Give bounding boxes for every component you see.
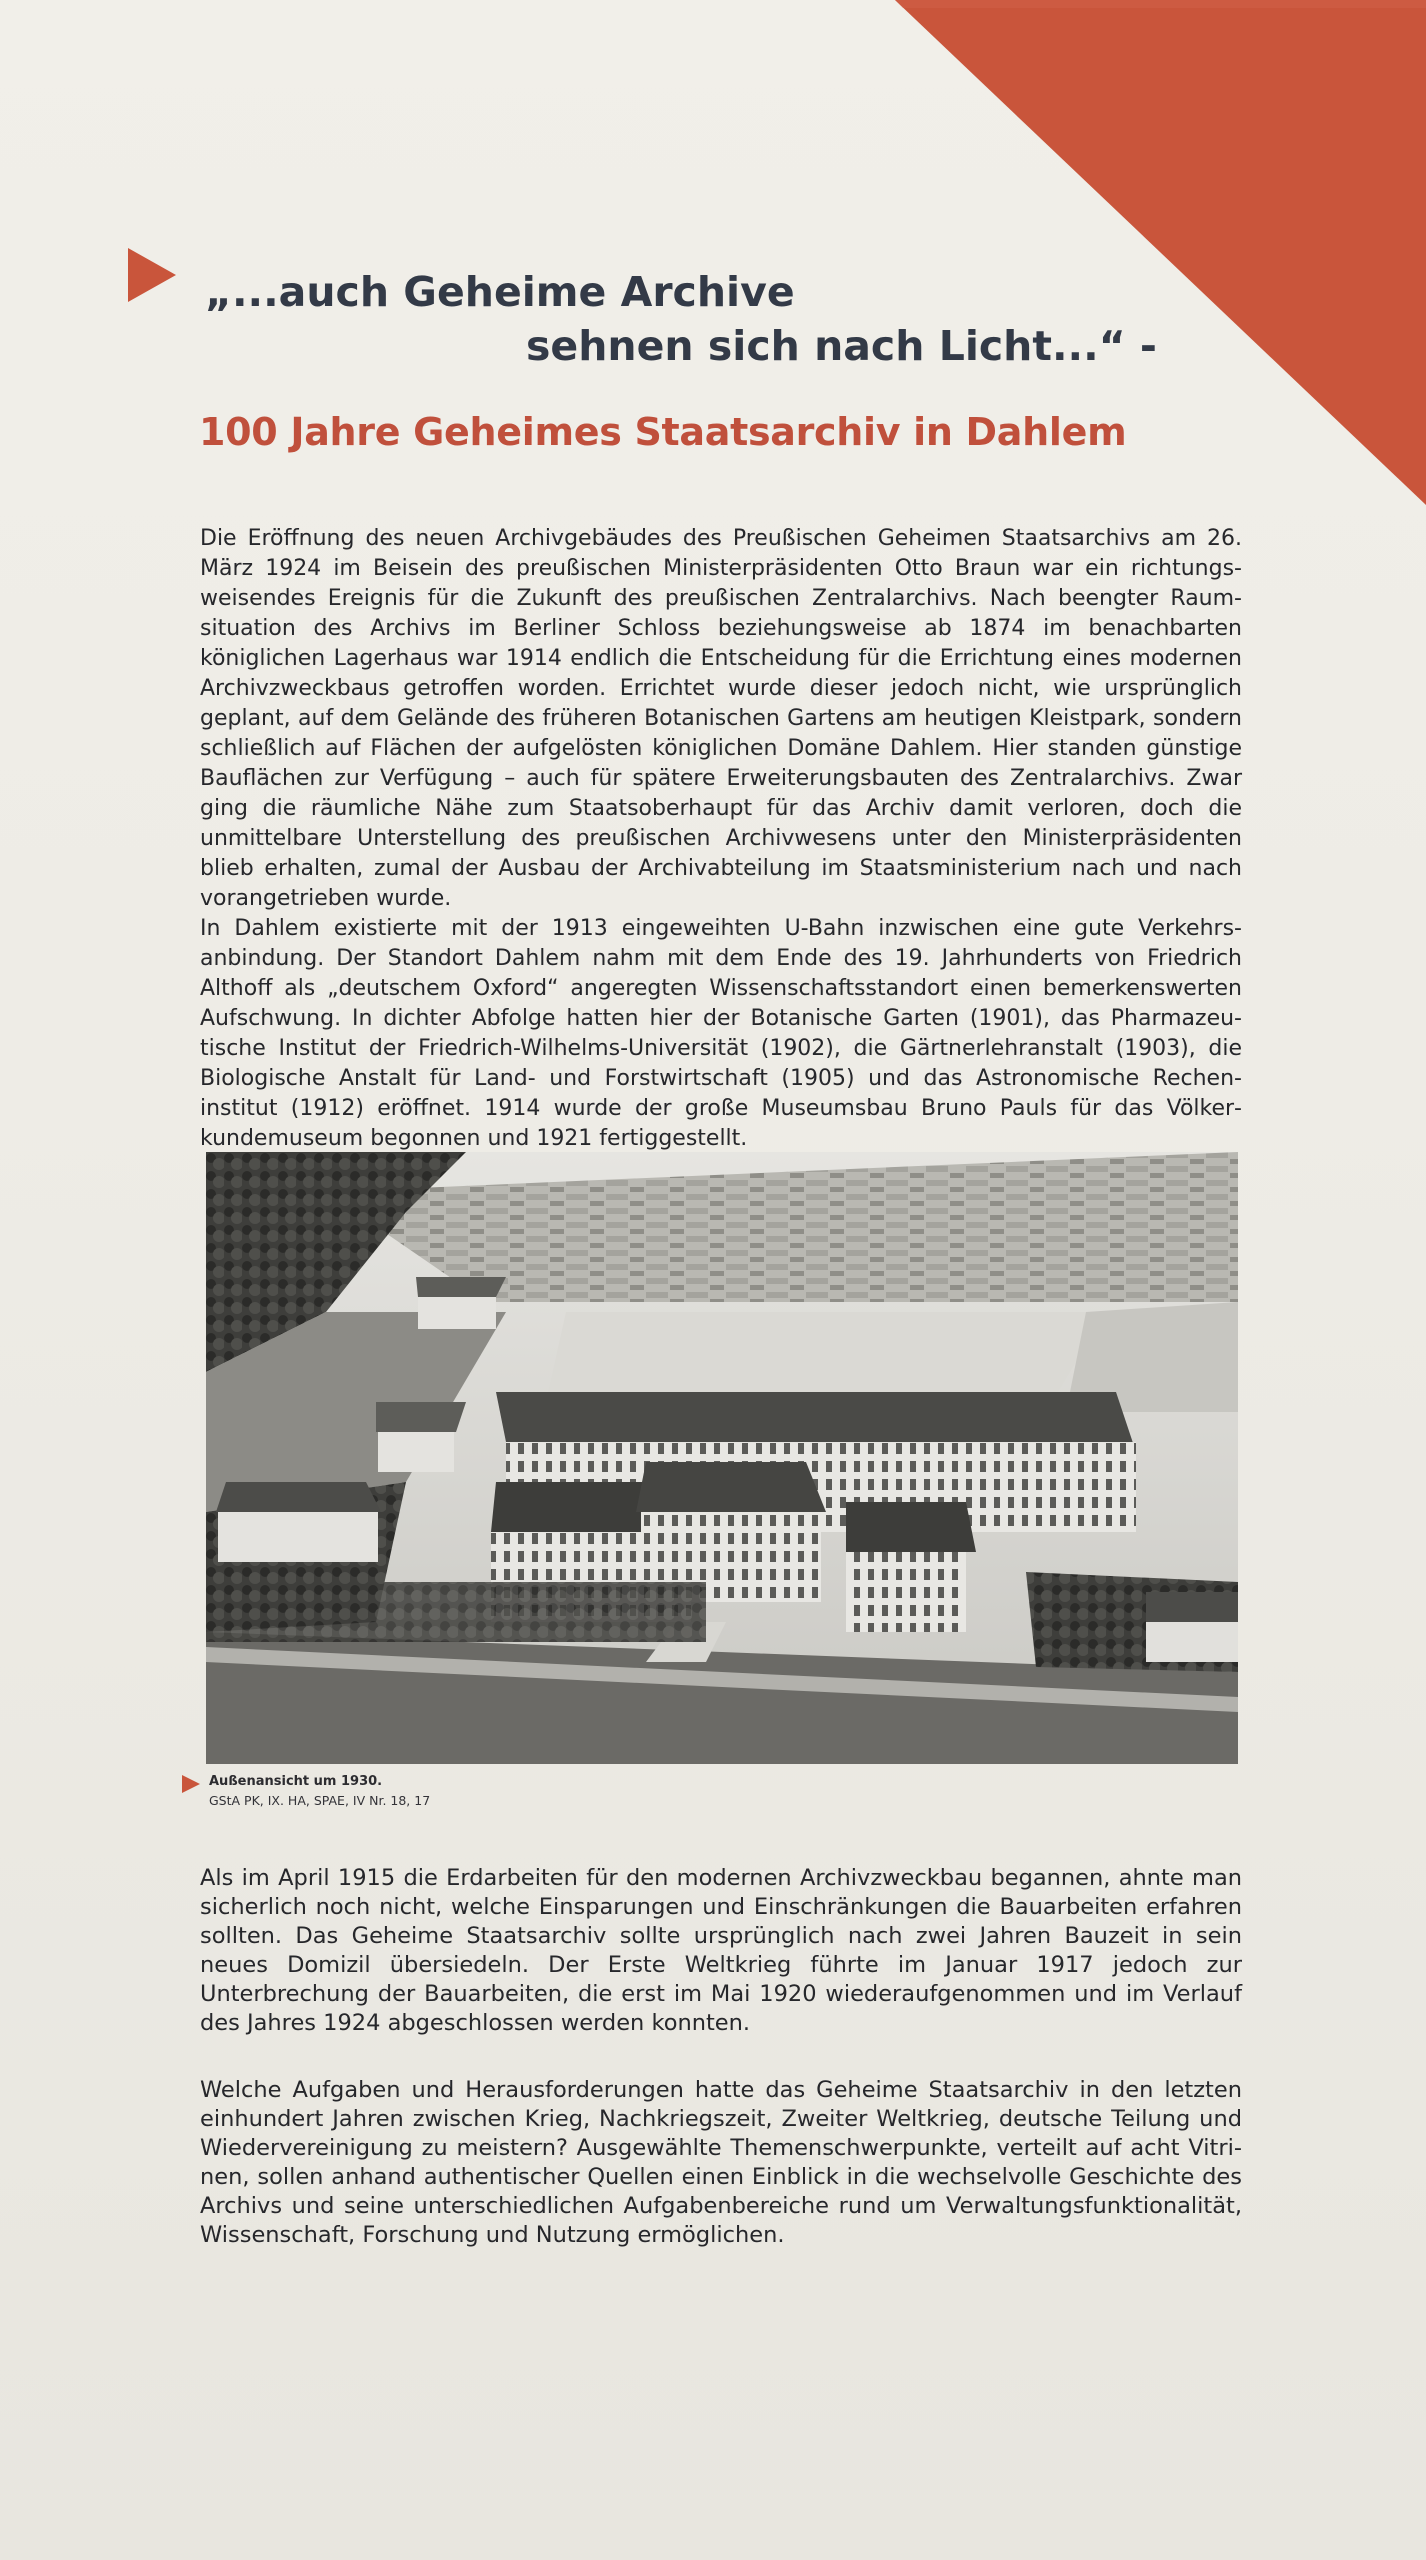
section-3-text [200, 2076, 1242, 2250]
section-2-text [200, 1864, 1242, 2038]
page-subtitle: 100 Jahre Geheimes Staatsarchiv in Dahlem [199, 410, 1127, 454]
triangle-right-icon [182, 1775, 200, 1793]
intro-paragraph-2: In Dahlem existierte mit der 1913 eingeweihten U-Bahn inzwischen eine gute Verkehrsanbindung. Der Standort Dahlem nahm mit dem Ende des 19. Jahrhunderts von Friedrich Althoff als „deutschem Oxford“ angeregten Wissenschaftsstandort einen bemerkenswerten Aufschwung. In dichter Abfolge hatten hier der Botanische Garten (1901), das Pharmazeutische Institut der Friedrich-Wilhelms-Universität (1902), die Gärtnerlehranstalt (1903), die Biologische Anstalt für Land- und Forstwirtschaft (1905) und das Astronomische Recheninstitut (1912) eröffnet. 1914 wurde der große Museumsbau Bruno Pauls für das Völkerkundemuseum begonnen und 1921 fertiggestellt. [200, 916, 1242, 1151]
photo-caption-title: Außenansicht um 1930. [209, 1774, 383, 1789]
intro-paragraph-1: Die Eröffnung des neuen Archivgebäudes des Preußischen Geheimen Staatsarchivs am 26. März 1924 im Beisein des preußischen Ministerpräsidenten Otto Braun war ein richtungsweisendes Ereignis für die Zukunft des preußischen Zentralarchivs. Nach beengter Raumsituation des Archivs im Berliner Schloss beziehungsweise ab 1874 im benachbarten königlichen Lagerhaus war 1914 endlich die Entscheidung für die Errichtung eines modernen Archivzweckbaus getroffen worden. Errichtet wurde dieser jedoch nicht, wie ursprünglich geplant, auf dem Gelände des früheren Botanischen Gartens am heutigen Kleistpark, sondern schließlich auf Flächen der aufgelösten königlichen Domäne Dahlem. Hier standen günstige Bauflächen zur Verfügung – auch für spätere Erweiterungsbauten des Zentralarchivs. Zwar ging die räumliche Nähe zum Staatsoberhaupt für das Archiv damit verloren, doch die unmittelbare Unterstellung des preußischen Archivwesens unter den Ministerpräsidenten blieb erhalten, zumal der Ausbau der Archivabteilung im Staatsministerium nach und nach vorangetrieben wurde. [200, 526, 1242, 911]
photo-caption-source: GStA PK, IX. HA, SPAE, IV Nr. 18, 17 [209, 1793, 431, 1808]
intro-text [200, 524, 1242, 1154]
section-2-paragraph: Als im April 1915 die Erdarbeiten für den modernen Archivzweckbau begannen, ahnte man sicherlich noch nicht, welche Einsparungen und Einschränkungen die Bauarbeiten erfahren sollten. Das Geheime Staatsarchiv sollte ursprünglich nach zwei Jahren Bauzeit in sein neues Domizil übersiedeln. Der Erste Weltkrieg führte im Januar 1917 jedoch zur Unterbrechung der Bauarbeiten, die erst im Mai 1920 wiederaufgenommen und im Verlauf des Jahres 1924 abgeschlossen werden konnten. [200, 1865, 1242, 2036]
title-line-2: sehnen sich nach Licht...“ - [526, 322, 1157, 370]
triangle-right-icon [128, 248, 176, 302]
archive-building-photo [206, 1152, 1238, 1764]
section-3-paragraph: Welche Aufgaben und Herausforderungen hatte das Geheime Staatsarchiv in den letzten einhundert Jahren zwischen Krieg, Nachkriegszeit, Zweiter Weltkrieg, deutsche Teilung und Wiedervereinigung zu meistern? Ausgewählte Themenschwerpunkte, verteilt auf acht Vitrinen, sollen anhand authentischer Quellen einen Einblick in die wechselvolle Geschichte des Archivs und seine unterschiedlichen Aufgabenbereiche rund um Verwaltungsfunktionalität, Wissenschaft, Forschung und Nutzung ermöglichen. [200, 2077, 1242, 2248]
title-line-1: „...auch Geheime Archive [205, 268, 795, 316]
aerial-photo-illustration [206, 1152, 1238, 1764]
